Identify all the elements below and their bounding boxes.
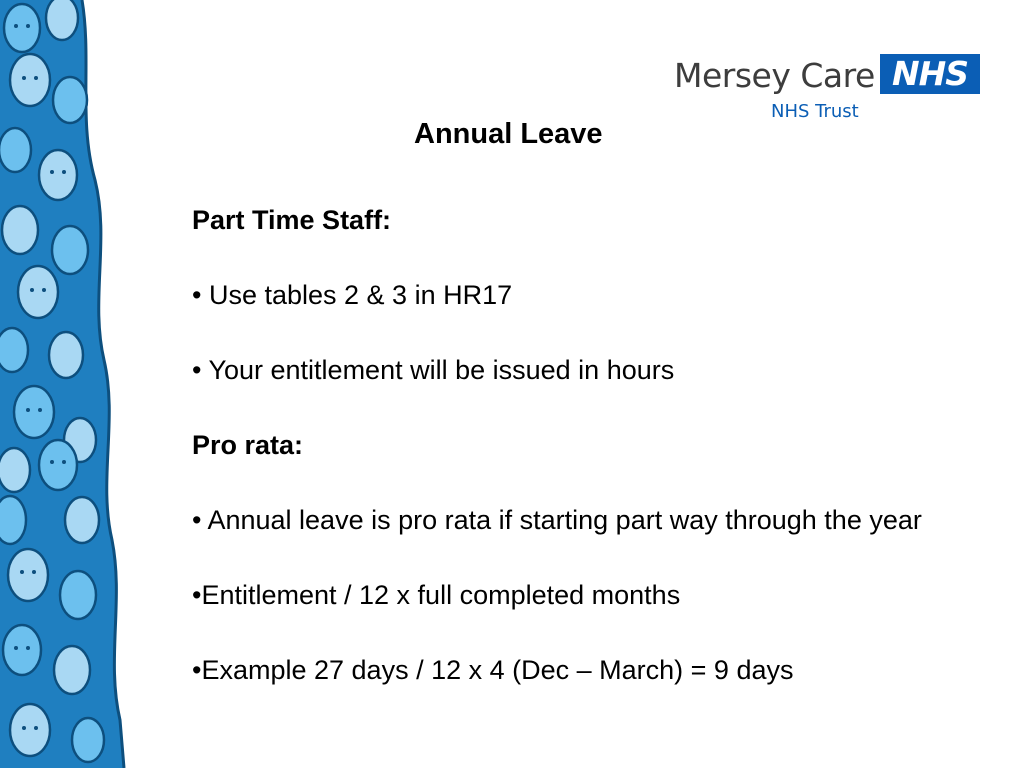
slide-body	[192, 202, 932, 690]
slide-title: Annual Leave	[414, 118, 603, 150]
mersey-care-logo	[674, 52, 984, 128]
bullet-example: •Example 27 days / 12 x 4 (Dec – March) = 9 days	[192, 655, 794, 685]
section-heading-part-time: Part Time Staff:	[192, 205, 392, 235]
nhs-badge: NHS	[880, 54, 980, 94]
logo-trust-name: NHS Trust	[771, 101, 859, 122]
section-heading-pro-rata: Pro rata:	[192, 430, 304, 460]
logo-organisation-name: Mersey Care	[674, 56, 875, 95]
bullet-tables: • Use tables 2 & 3 in HR17	[192, 280, 513, 310]
bullet-entitlement-formula: •Entitlement / 12 x full completed months	[192, 580, 681, 610]
bullet-hours: • Your entitlement will be issued in hours	[192, 355, 675, 385]
people-illustration-strip	[0, 0, 140, 768]
bullet-pro-rata: • Annual leave is pro rata if starting part way through the year	[192, 505, 922, 535]
